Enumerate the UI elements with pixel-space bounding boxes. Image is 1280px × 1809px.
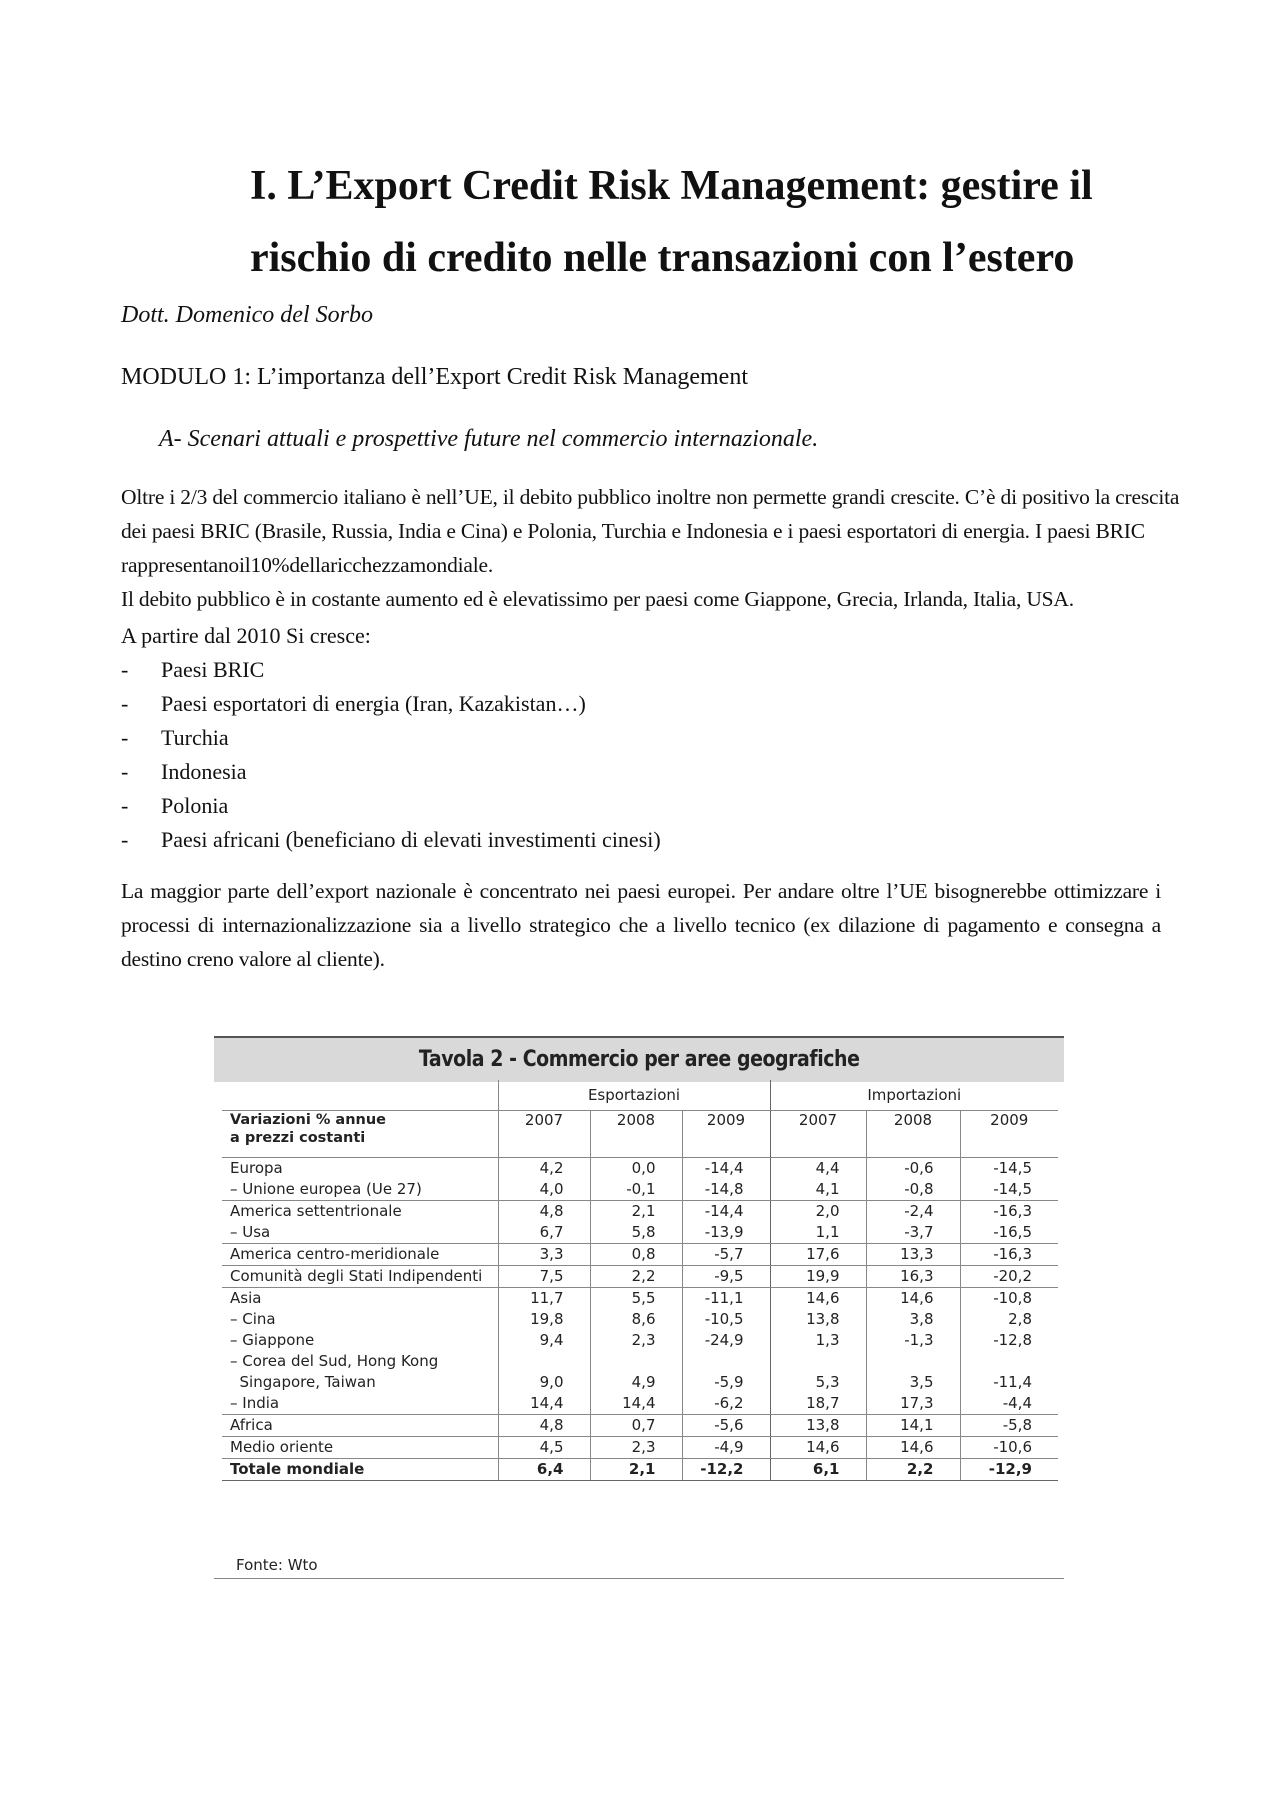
row-label-line: – Giappone (230, 1331, 315, 1349)
cell-value: 4,4 (815, 1159, 840, 1177)
cell-value: -16,3 (993, 1245, 1032, 1263)
bullet-dash: - (121, 691, 129, 716)
cell-value: 2,3 (631, 1438, 656, 1456)
cell-value: 0,7 (631, 1416, 656, 1434)
list-intro: A partire dal 2010 Si cresce: (121, 623, 371, 648)
row-label-line: America settentrionale (230, 1202, 402, 1220)
list-item-text: Paesi africani (beneficiano di elevati investimenti cinesi) (161, 827, 661, 852)
row-label (222, 1201, 498, 1244)
cell-value: 4,2 (539, 1159, 564, 1177)
value-cell (960, 1158, 1058, 1201)
total-value: 6,4 (498, 1459, 590, 1481)
section-heading: A- Scenari attuali e prospettive future nel commercio internazionale. (159, 426, 819, 452)
row-label-line: Africa (230, 1416, 273, 1434)
value-cell (498, 1415, 590, 1437)
year-header: 2007 (770, 1111, 866, 1158)
cell-value (969, 1351, 1033, 1372)
cell-value: -14,5 (993, 1159, 1032, 1177)
year-header: 2009 (682, 1111, 770, 1158)
bullet-dash: - (121, 827, 129, 852)
row-label-line: Comunità degli Stati Indipendenti (230, 1267, 483, 1285)
total-value: -12,9 (960, 1459, 1058, 1481)
total-value: -12,2 (682, 1459, 770, 1481)
cell-value: 4,9 (631, 1373, 656, 1391)
cell-value: -5,6 (714, 1416, 744, 1434)
cell-value: 13,8 (806, 1416, 840, 1434)
cell-value: 6,7 (539, 1223, 564, 1241)
list-item-text: Paesi BRIC (161, 657, 265, 682)
list-item-text: Polonia (161, 793, 229, 818)
cell-value: -6,2 (714, 1394, 744, 1412)
cell-value: 18,7 (806, 1394, 840, 1412)
value-cell (960, 1201, 1058, 1244)
value-cell (866, 1266, 960, 1288)
page-title: I. L’Export Credit Risk Management: gestire il rischio di credito nelle transazioni con l’estero (250, 163, 1093, 281)
cell-value: -3,7 (904, 1223, 934, 1241)
cell-value: 2,2 (631, 1267, 656, 1285)
total-value: 2,1 (590, 1459, 682, 1481)
table-row (222, 1244, 1058, 1266)
table-row (222, 1158, 1058, 1201)
cell-value: -14,8 (704, 1180, 744, 1198)
cell-value: -11,4 (993, 1373, 1032, 1391)
year-header: 2008 (866, 1111, 960, 1158)
cell-value: 19,9 (806, 1267, 840, 1285)
cell-value: 19,8 (530, 1310, 564, 1328)
cell-value: -5,9 (714, 1373, 744, 1391)
cell-value: -1,3 (904, 1331, 934, 1349)
value-cell (590, 1437, 682, 1459)
table-body (222, 1158, 1058, 1481)
total-value: 6,1 (770, 1459, 866, 1481)
value-cell (498, 1266, 590, 1288)
cell-value: -14,4 (704, 1202, 744, 1220)
cell-value: -14,4 (704, 1159, 744, 1177)
cell-value: 14,6 (806, 1438, 840, 1456)
cell-value: 14,4 (530, 1394, 564, 1412)
cell-value: 4,8 (539, 1416, 564, 1434)
value-cell (590, 1266, 682, 1288)
figure-bottom-rule (214, 1578, 1064, 1579)
cell-value: 7,5 (539, 1267, 564, 1285)
cell-value (875, 1351, 934, 1372)
row-label-line: – Cina (230, 1310, 276, 1328)
value-cell (590, 1158, 682, 1201)
list-item-text: Turchia (161, 725, 229, 750)
cell-value: 4,8 (539, 1202, 564, 1220)
value-cell (498, 1244, 590, 1266)
row-label-line: – Usa (230, 1223, 271, 1241)
cell-value: 11,7 (530, 1289, 564, 1307)
cell-value: -16,5 (993, 1223, 1032, 1241)
cell-value: 1,1 (815, 1223, 840, 1241)
value-cell (498, 1158, 590, 1201)
cell-value: -4,9 (714, 1438, 744, 1456)
year-header: 2007 (498, 1111, 590, 1158)
value-cell (682, 1201, 770, 1244)
table-title-bar (214, 1036, 1064, 1082)
row-label-line: Medio oriente (230, 1438, 334, 1456)
list-item (121, 687, 661, 721)
value-cell (960, 1437, 1058, 1459)
table-title: Tavola 2 - Commercio per aree geografiche (418, 1047, 860, 1072)
value-cell (682, 1437, 770, 1459)
cell-value: -24,9 (704, 1331, 744, 1349)
value-cell (682, 1244, 770, 1266)
row-label (222, 1266, 498, 1288)
cell-value: 3,3 (539, 1245, 564, 1263)
empty-header-cell (222, 1080, 498, 1111)
row-label-line: – Unione europea (Ue 27) (230, 1180, 422, 1198)
cell-value: 3,5 (909, 1373, 934, 1391)
list-item (121, 755, 661, 789)
row-header-label (222, 1111, 498, 1158)
table-year-header (222, 1111, 1058, 1158)
cell-value: -14,5 (993, 1180, 1032, 1198)
total-label: Totale mondiale (222, 1459, 498, 1481)
cell-value: 17,6 (806, 1245, 840, 1263)
row-label (222, 1415, 498, 1437)
value-cell (590, 1415, 682, 1437)
cell-value: 1,3 (815, 1331, 840, 1349)
cell-value (779, 1351, 840, 1372)
total-row (222, 1459, 1058, 1481)
list-item-text: Indonesia (161, 759, 247, 784)
cell-value: 9,4 (539, 1331, 564, 1349)
list-item-text: Paesi esportatori di energia (Iran, Kazakistan…) (161, 691, 586, 716)
cell-value: -0,6 (904, 1159, 934, 1177)
table-wrapper (222, 1080, 1058, 1481)
value-cell (960, 1244, 1058, 1266)
table-source: Fonte: Wto (236, 1556, 318, 1574)
value-cell (866, 1288, 960, 1415)
cell-value: -4,4 (1002, 1394, 1032, 1412)
table-row (222, 1201, 1058, 1244)
cell-value: -11,1 (704, 1289, 744, 1307)
value-cell (682, 1158, 770, 1201)
cell-value: 3,8 (909, 1310, 934, 1328)
cell-value: -0,1 (626, 1180, 656, 1198)
value-cell (770, 1158, 866, 1201)
value-cell (590, 1288, 682, 1415)
cell-value (599, 1351, 656, 1372)
cell-value: -10,5 (704, 1310, 744, 1328)
list-item (121, 653, 661, 687)
value-cell (498, 1437, 590, 1459)
bullet-dash: - (121, 759, 129, 784)
cell-value: 0,0 (631, 1159, 656, 1177)
value-cell (682, 1415, 770, 1437)
cell-value: -5,8 (1002, 1416, 1032, 1434)
cell-value: 13,3 (900, 1245, 934, 1263)
growth-list (121, 653, 661, 857)
paragraph-line: Oltre i 2/3 del commercio italiano è nell’UE, il debito pubblico inoltre non permette grandi crescite. C’è di positivo la crescita (121, 485, 1180, 509)
list-item (121, 721, 661, 755)
cell-value (507, 1351, 564, 1372)
cell-value: 5,3 (815, 1373, 840, 1391)
value-cell (590, 1244, 682, 1266)
bullet-dash: - (121, 657, 129, 682)
value-cell (770, 1437, 866, 1459)
cell-value: -12,8 (993, 1331, 1032, 1349)
row-label (222, 1244, 498, 1266)
paragraph-1 (121, 480, 1180, 616)
cell-value: 0,8 (631, 1245, 656, 1263)
paragraph-line: Il debito pubblico è in costante aumento ed è elevatissimo per paesi come Giappone, Grecia, Irlanda, Italia, USA. (121, 587, 1074, 611)
cell-value: -0,8 (904, 1180, 934, 1198)
trade-table-figure (214, 1036, 1064, 1580)
value-cell (866, 1437, 960, 1459)
cell-value: -5,7 (714, 1245, 744, 1263)
row-label-line: – India (230, 1394, 280, 1412)
value-cell (960, 1266, 1058, 1288)
cell-value: 14,6 (900, 1289, 934, 1307)
list-item (121, 789, 661, 823)
value-cell (498, 1288, 590, 1415)
row-label-line: – Corea del Sud, Hong Kong (230, 1352, 439, 1370)
bullet-dash: - (121, 793, 129, 818)
year-header: 2008 (590, 1111, 682, 1158)
cell-value: 14,6 (806, 1289, 840, 1307)
value-cell (866, 1158, 960, 1201)
cell-value: -13,9 (704, 1223, 744, 1241)
value-cell (770, 1244, 866, 1266)
cell-value: 2,3 (631, 1331, 656, 1349)
paragraph-line: dei paesi BRIC (Brasile, Russia, India e Cina) e Polonia, Turchia e Indonesia e i paesi esportatori di energia. I paesi BRIC (121, 519, 1145, 543)
value-cell (682, 1288, 770, 1415)
cell-value: 4,1 (815, 1180, 840, 1198)
cell-value: 13,8 (806, 1310, 840, 1328)
row-label-line: Singapore, Taiwan (230, 1373, 376, 1391)
export-group-header: Esportazioni (498, 1080, 770, 1111)
cell-value: 14,4 (622, 1394, 656, 1412)
row-label-line: America centro-meridionale (230, 1245, 440, 1263)
paragraph-line: rappresentanoil10%dellaricchezzamondiale. (121, 553, 494, 577)
cell-value: 2,1 (631, 1202, 656, 1220)
table-row (222, 1266, 1058, 1288)
table-row (222, 1415, 1058, 1437)
trade-table (222, 1080, 1058, 1481)
row-label (222, 1437, 498, 1459)
row-label (222, 1158, 498, 1201)
cell-value: 14,1 (900, 1416, 934, 1434)
row-label (222, 1288, 498, 1415)
row-label-line: Asia (230, 1289, 262, 1307)
value-cell (498, 1201, 590, 1244)
cell-value: 2,8 (1008, 1310, 1032, 1328)
value-cell (770, 1266, 866, 1288)
row-label-line: Europa (230, 1159, 283, 1177)
cell-value: 14,6 (900, 1438, 934, 1456)
cell-value: -2,4 (904, 1202, 934, 1220)
row-header-line: a prezzi costanti (230, 1130, 366, 1146)
bullet-dash: - (121, 725, 129, 750)
year-header: 2009 (960, 1111, 1058, 1158)
value-cell (770, 1288, 866, 1415)
table-group-header (222, 1080, 1058, 1111)
cell-value: 2,0 (815, 1202, 840, 1220)
import-group-header: Importazioni (770, 1080, 1058, 1111)
value-cell (590, 1201, 682, 1244)
cell-value: -10,8 (993, 1289, 1032, 1307)
table-row (222, 1288, 1058, 1415)
cell-value: -20,2 (993, 1267, 1032, 1285)
cell-value: -10,6 (993, 1438, 1032, 1456)
value-cell (866, 1244, 960, 1266)
value-cell (960, 1288, 1058, 1415)
value-cell (866, 1201, 960, 1244)
cell-value: 8,6 (631, 1310, 656, 1328)
cell-value (691, 1351, 744, 1372)
cell-value: 5,8 (631, 1223, 656, 1241)
row-header-line: Variazioni % annue (230, 1112, 386, 1128)
module-heading: MODULO 1: L’importanza dell’Export Credit Risk Management (121, 364, 748, 390)
cell-value: 16,3 (900, 1267, 934, 1285)
value-cell (770, 1415, 866, 1437)
table-row (222, 1437, 1058, 1459)
author: Dott. Domenico del Sorbo (121, 302, 373, 328)
total-value: 2,2 (866, 1459, 960, 1481)
cell-value: -16,3 (993, 1202, 1032, 1220)
paragraph-2: La maggior parte dell’export nazionale è concentrato nei paesi europei. Per andare oltre l’UE bisognerebbe ottimizzare i processi di internazionalizzazione sia a livello strategico che a livello tecnico (ex dilazione di pagamento e consegna a destino creno valore al cliente). (121, 879, 1161, 971)
cell-value: -9,5 (714, 1267, 744, 1285)
list-item (121, 823, 661, 857)
cell-value: 4,0 (539, 1180, 564, 1198)
cell-value: 4,5 (539, 1438, 564, 1456)
cell-value: 9,0 (539, 1373, 564, 1391)
value-cell (770, 1201, 866, 1244)
cell-value: 5,5 (631, 1289, 656, 1307)
cell-value: 17,3 (900, 1394, 934, 1412)
value-cell (960, 1415, 1058, 1437)
value-cell (682, 1266, 770, 1288)
value-cell (866, 1415, 960, 1437)
